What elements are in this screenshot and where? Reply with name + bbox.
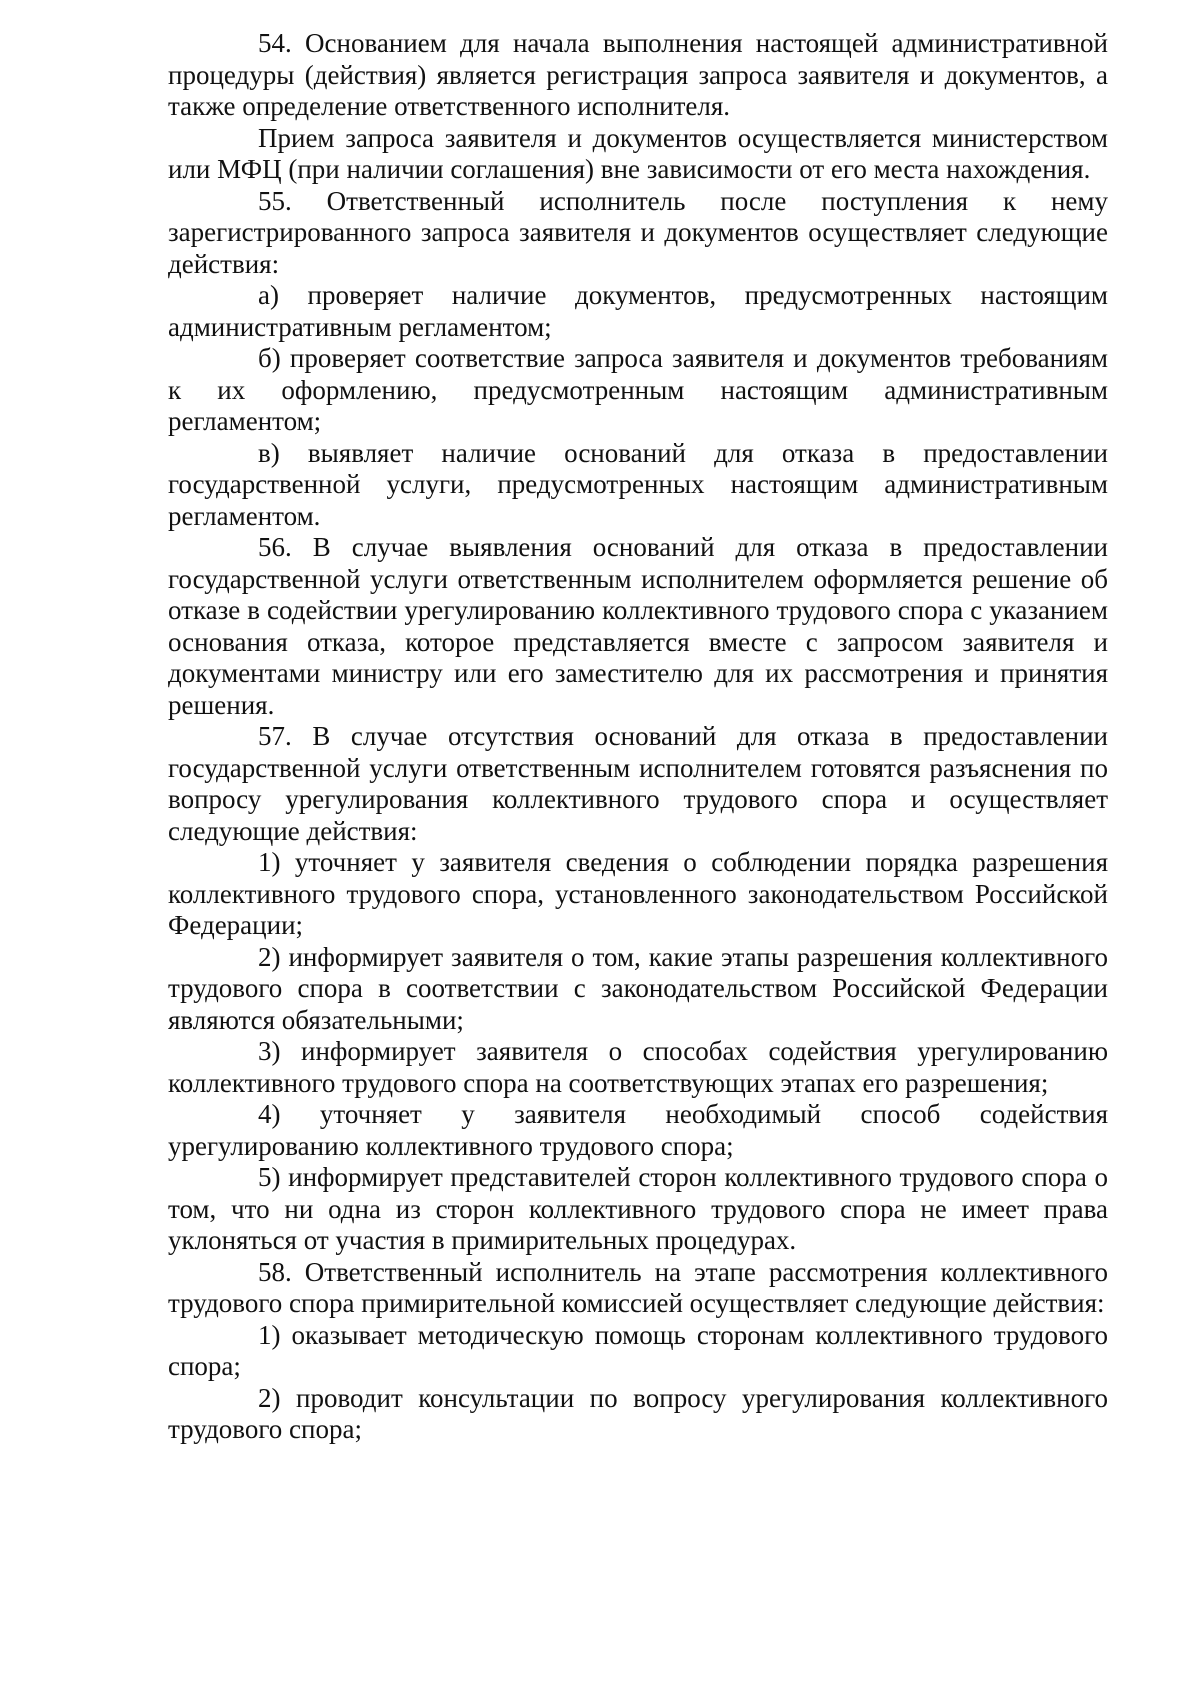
paragraph-57: 57. В случае отсутствия оснований для отказа в предоставлении государственной услуги ответственным исполнителем готовятся разъяснения по вопросу урегулирования коллективного трудового спора и осуществляет следующие действия: bbox=[168, 721, 1108, 846]
paragraph-58: 58. Ответственный исполнитель на этапе рассмотрения коллективного трудового спора примирительной комиссией осуществляет следующие действия: bbox=[168, 1256, 1108, 1318]
list-item-57-5: 5) информирует представителей сторон коллективного трудового спора о том, что ни одна из сторон коллективного трудового спора не имеет права уклоняться от участия в примирительных процедурах. bbox=[168, 1162, 1108, 1255]
list-item-57-2: 2) информирует заявителя о том, какие этапы разрешения коллективного трудового спора в соответствии с законодательством Российской Федерации являются обязательными; bbox=[168, 941, 1108, 1035]
paragraph-54-reception: Прием запроса заявителя и документов осуществляется министерством или МФЦ (при наличии соглашения) вне зависимости от его места нахождения. bbox=[168, 122, 1108, 184]
list-item-55-a: а) проверяет наличие документов, предусмотренных настоящим административным регламентом; bbox=[168, 280, 1108, 342]
paragraph-54: 54. Основанием для начала выполнения настоящей административной процедуры (действия) является регистрация запроса заявителя и документов, а также определение ответственного исполнителя. bbox=[168, 28, 1108, 121]
paragraph-56: 56. В случае выявления оснований для отказа в предоставлении государственной услуги ответственным исполнителем оформляется решение об отказе в содействии урегулированию коллективного трудового спора с указанием основания отказа, которое представляется вместе с запросом заявителя и документами министру или его заместителю для их рассмотрения и принятия решения. bbox=[168, 532, 1108, 720]
list-item-57-1: 1) уточняет у заявителя сведения о соблюдении порядка разрешения коллективного трудового спора, установленного законодательством Российской Федерации; bbox=[168, 847, 1108, 940]
list-item-55-v: в) выявляет наличие оснований для отказа в предоставлении государственной услуги, предусмотренных настоящим административным регламентом. bbox=[168, 437, 1108, 531]
list-item-58-2: 2) проводит консультации по вопросу урегулирования коллективного трудового спора; bbox=[168, 1382, 1108, 1444]
list-item-58-1: 1) оказывает методическую помощь сторонам коллективного трудового спора; bbox=[168, 1319, 1108, 1381]
document-page bbox=[168, 28, 1108, 1446]
list-item-57-3: 3) информирует заявителя о способах содействия урегулированию коллективного трудового спора на соответствующих этапах его разрешения; bbox=[168, 1036, 1108, 1098]
paragraph-55: 55. Ответственный исполнитель после поступления к нему зарегистрированного запроса заявителя и документов осуществляет следующие действия: bbox=[168, 185, 1108, 279]
list-item-57-4: 4) уточняет у заявителя необходимый способ содействия урегулированию коллективного трудового спора; bbox=[168, 1099, 1108, 1161]
list-item-55-b: б) проверяет соответствие запроса заявителя и документов требованиям к их оформлению, предусмотренным настоящим административным регламентом; bbox=[168, 343, 1108, 436]
